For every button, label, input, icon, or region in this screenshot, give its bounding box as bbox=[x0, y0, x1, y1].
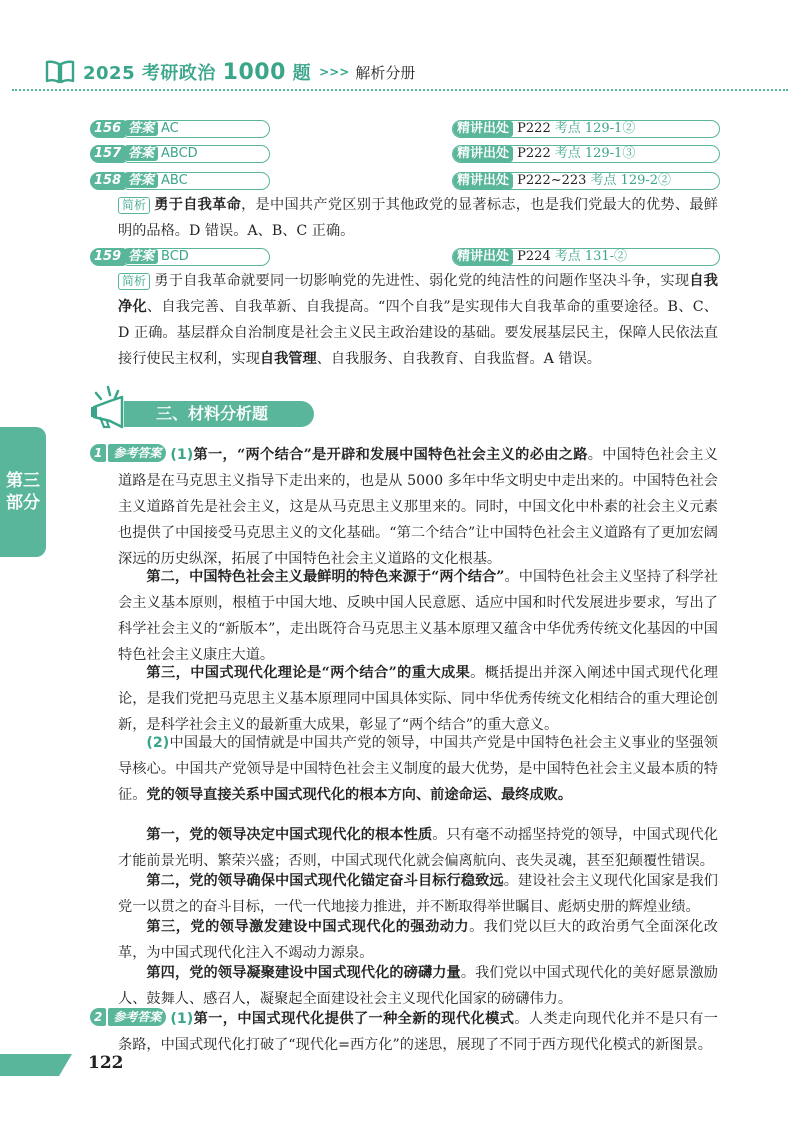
book-title: 2025 考研政治 1000 题 bbox=[83, 60, 312, 85]
volume-subtitle: 解析分册 bbox=[355, 63, 416, 82]
analysis-label: 简析 bbox=[118, 197, 150, 214]
question-label: 1 参考答案 bbox=[90, 444, 166, 462]
answer-row bbox=[90, 172, 720, 192]
question-number: 156 bbox=[90, 120, 125, 138]
question-number: 159 bbox=[90, 248, 125, 266]
reference-badge: 精讲出处 P222 考点 129-1③ bbox=[452, 145, 720, 163]
footer-accent-bar bbox=[0, 1054, 72, 1076]
q2-part1: 2 参考答案 (1)第一，中国式现代化提供了一种全新的现代化模式。人类走向现代化并不是只有一条路，中国式现代化打破了“现代化=西方化”的迷思，展现了不同于西方现代化模式的新图景。 bbox=[90, 1006, 718, 1058]
answer-row bbox=[90, 248, 720, 268]
q1-para-5: 第一，党的领导决定中国式现代化的根本性质。只有毫不动摇坚持党的领导，中国式现代化才能前景光明、繁荣兴盛；否则，中国式现代化就会偏离航向、丧失灵魂，甚至犯颠覆性错误。 bbox=[118, 827, 718, 869]
reference-badge: 精讲出处 P222 考点 129-1② bbox=[452, 120, 720, 138]
page-number: 122 bbox=[88, 1053, 124, 1073]
analysis-159: 简析 勇于自我革命就要同一切影响党的先进性、弱化党的纯洁性的问题作坚决斗争，实现自我净化、自我完善、自我革新、自我提高。“四个自我”是实现伟大自我革命的重要途径。B、C、D 正确。基层群众自治制度是社会主义民主政治建设的基础。要发展基层民主，保障人民依法直接行使民主权利，实现自我管理、自我服务、自我教育、自我监督。A 错误。 bbox=[118, 273, 718, 367]
question-number: 158 bbox=[90, 172, 125, 190]
q1-para-7: 第三，党的领导激发建设中国式现代化的强劲动力。我们党以巨大的政治勇气全面深化改革，为中国式现代化注入不竭动力源泉。 bbox=[118, 919, 718, 961]
answer-badge: 答案 AC bbox=[120, 120, 270, 138]
part-side-tab: 第三 部分 bbox=[0, 427, 46, 557]
question-number: 157 bbox=[90, 145, 125, 163]
q1-para-2: 第二，中国特色社会主义最鲜明的特色来源于“两个结合”。中国特色社会主义坚持了科学社会主义基本原则，根植于中国大地、反映中国人民意愿、适应中国和时代发展进步要求，写出了科学社会主义的“新版本”，走出既符合马克思主义基本原理又蕴含中华优秀传统文化基因的中国特色社会主义康庄大道。 bbox=[118, 569, 718, 663]
header-divider bbox=[12, 89, 788, 91]
q1-para-6: 第二，党的领导确保中国式现代化锚定奋斗目标行稳致远。建设社会主义现代化国家是我们党一以贯之的奋斗目标，一代一代地接力推进，并不断取得举世瞩目、彪炳史册的辉煌业绩。 bbox=[118, 873, 718, 915]
question-label: 2 参考答案 bbox=[90, 1008, 166, 1026]
answer-row bbox=[90, 145, 720, 165]
open-book-icon bbox=[45, 59, 75, 85]
reference-badge: 精讲出处 P224 考点 131-② bbox=[452, 248, 720, 266]
section-heading bbox=[88, 383, 318, 429]
answer-badge: 答案 ABC bbox=[120, 172, 270, 190]
q1-para-8: 第四，党的领导凝聚建设中国式现代化的磅礴力量。我们党以中国式现代化的美好愿景激励人、鼓舞人、感召人，凝聚起全面建设社会主义现代化国家的磅礴伟力。 bbox=[118, 965, 718, 1007]
q1-part1: 1 参考答案 (1)第一，“两个结合”是开辟和发展中国特色社会主义的必由之路。中国特色社会主义道路是在马克思主义指导下走出来的，也是从 5000 多年中华文明史中走出来的。中国特色社会主义道路首先是社会主义，这是从马克思主义那里来的。同时，中国文化中朴素的社会主义元素也提供了中国接受马克思主义的文化基础。“第二个结合”让中国特色社会主义道路有了更加宏阔深远的历史纵深，拓展了中国特色社会主义道路的文化根基。 bbox=[90, 442, 718, 572]
page-header bbox=[45, 52, 415, 92]
chevrons-icon: >>> bbox=[319, 65, 350, 79]
analysis-label: 简析 bbox=[118, 273, 150, 290]
reference-badge: 精讲出处 P222~223 考点 129-2② bbox=[452, 172, 720, 190]
q1-para-3: 第三，中国式现代化理论是“两个结合”的重大成果。概括提出并深入阐述中国式现代化理论，是我们党把马克思主义基本原理同中国具体实际、同中华优秀传统文化相结合的重大理论创新，是科学社会主义的最新重大成果，彰显了“两个结合”的重大意义。 bbox=[118, 665, 718, 733]
answer-badge: 答案 BCD bbox=[120, 248, 270, 266]
analysis-158: 简析 勇于自我革命，是中国共产党区别于其他政党的显著标志，也是我们党最大的优势、最鲜明的品格。D 错误。A、B、C 正确。 bbox=[118, 197, 718, 239]
answer-badge: 答案 ABCD bbox=[120, 145, 270, 163]
section-title: 三、材料分析题 bbox=[124, 401, 314, 427]
q1-para-4: (2)中国最大的国情就是中国共产党的领导，中国共产党是中国特色社会主义事业的坚强领导核心。中国共产党领导是中国特色社会主义制度的最大优势，是中国特色社会主义最本质的特征。党的领导直接关系中国式现代化的根本方向、前途命运、最终成败。 bbox=[118, 735, 718, 803]
answer-row bbox=[90, 120, 720, 140]
